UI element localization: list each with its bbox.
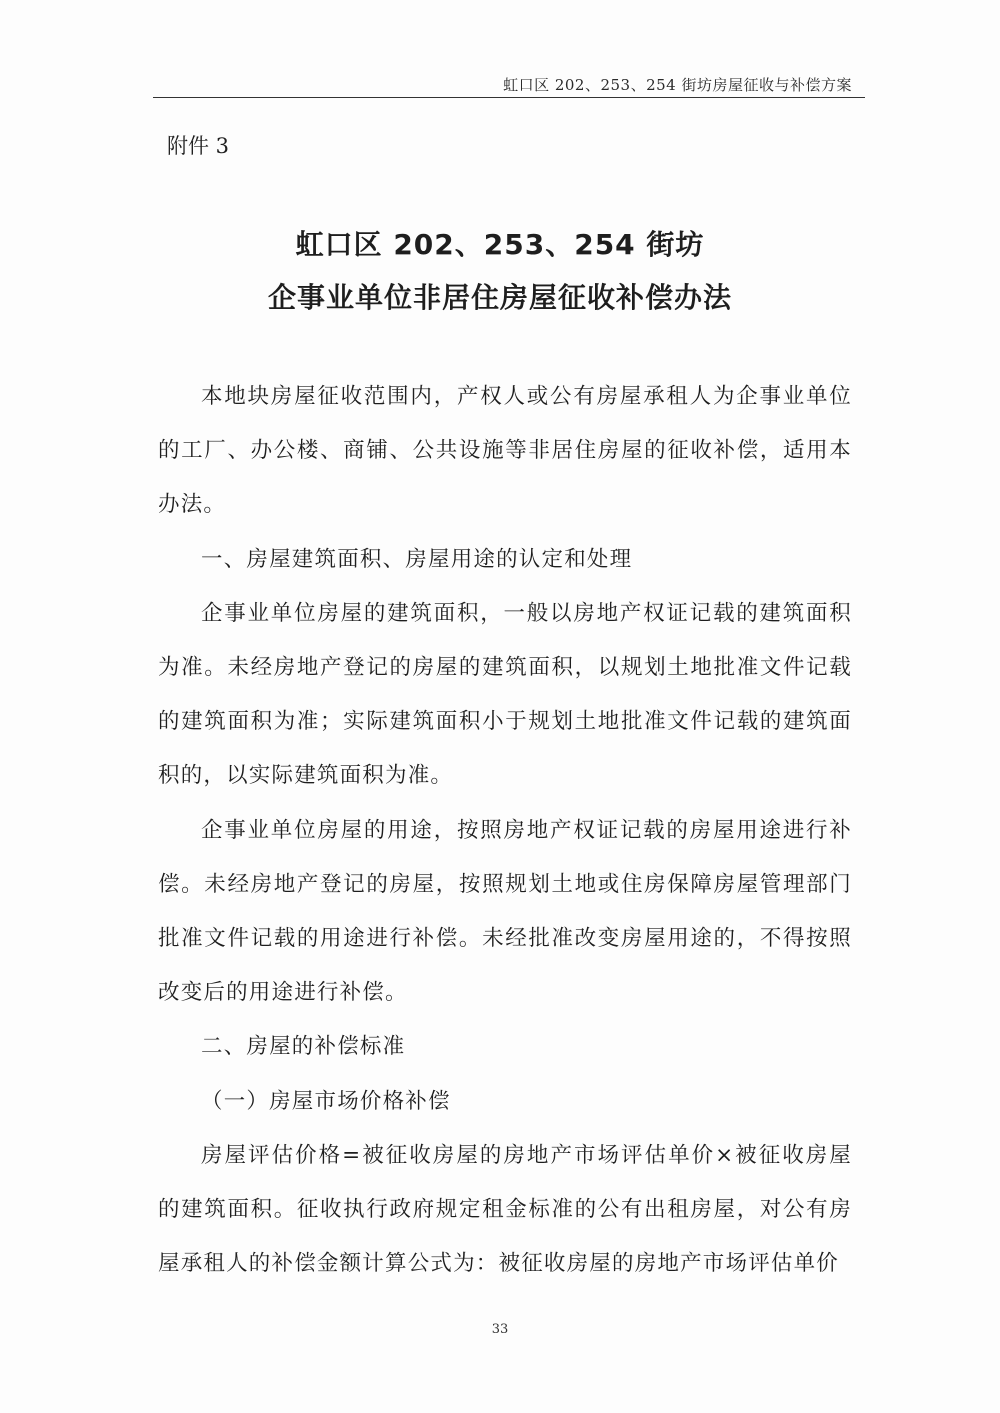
subsection-1-paragraph: 房屋评估价格=被征收房屋的房地产市场评估单价×被征收房屋的建筑面积。征收执行政府规定租金标准的公有出租房屋，对公有房屋承租人的补偿金额计算公式为：被征收房屋的房地产市场评估单价	[158, 1142, 852, 1277]
running-header: 虹口区 202、253、254 街坊房屋征收与补偿方案	[503, 76, 852, 94]
header-divider	[153, 97, 865, 98]
page-number: 33	[491, 1322, 509, 1337]
document-title-line-2: 企事业单位非居住房屋征收补偿办法	[267, 281, 732, 314]
section-1-paragraph-1: 企事业单位房屋的建筑面积，一般以房地产权证记载的建筑面积为准。未经房地产登记的房屋的建筑面积，以规划土地批准文件记载的建筑面积为准；实际建筑面积小于规划土地批准文件记载的建筑面积的，以实际建筑面积为准。	[158, 600, 852, 789]
section-1-paragraph-2: 企事业单位房屋的用途，按照房地产权证记载的房屋用途进行补偿。未经房地产登记的房屋，按照规划土地或住房保障房屋管理部门批准文件记载的用途进行补偿。未经批准改变房屋用途的，不得按照改变后的用途进行补偿。	[158, 817, 852, 1006]
document-body	[158, 370, 852, 1291]
attachment-label: 附件 3	[167, 134, 230, 158]
document-title-line-1: 虹口区 202、253、254 街坊	[295, 228, 705, 261]
section-2-heading: 二、房屋的补偿标准	[201, 1034, 406, 1060]
subsection-1-heading: （一）房屋市场价格补偿	[201, 1088, 451, 1114]
intro-paragraph: 本地块房屋征收范围内，产权人或公有房屋承租人为企事业单位的工厂、办公楼、商铺、公共设施等非居住房屋的征收补偿，适用本办法。	[158, 384, 852, 518]
section-1-heading: 一、房屋建筑面积、房屋用途的认定和处理	[201, 546, 633, 572]
